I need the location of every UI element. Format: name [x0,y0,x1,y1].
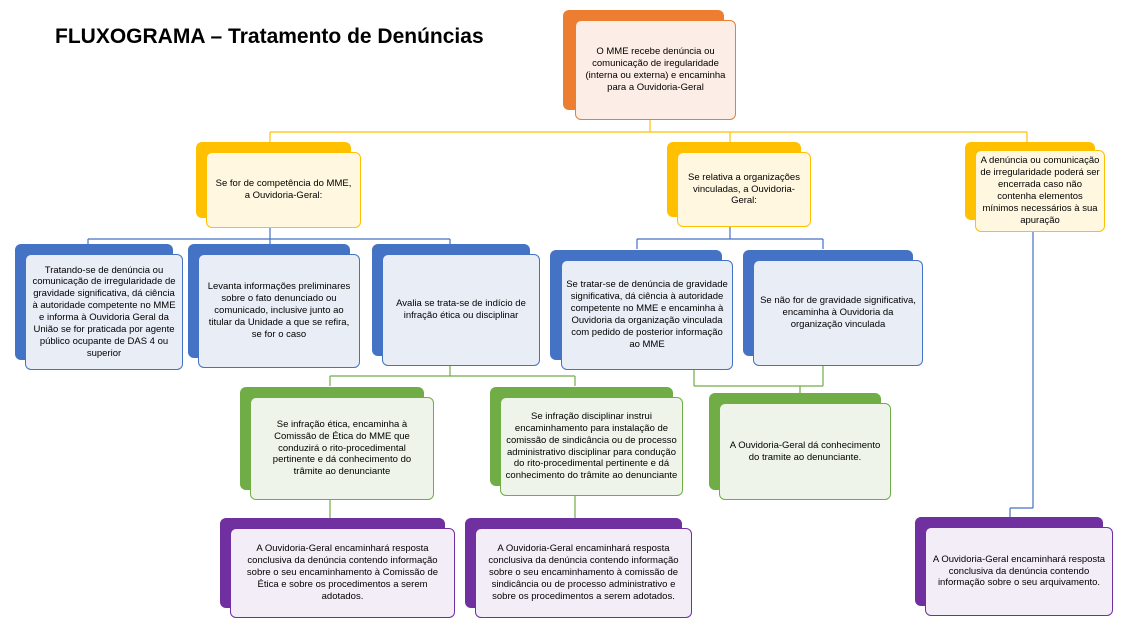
node-nao-gravidade-vinculada [743,250,923,366]
node-gravidade-vinculada-text: Se tratar-se de denúncia de gravidade significativa, dá ciência à autoridade competente no MME e encaminha à Ouvidoria da organização vinculada com pedido de posterior informação ao MME [566,279,728,350]
node-resposta-etica [220,518,455,618]
node-resposta-disciplinar-text: A Ouvidoria-Geral encaminhará resposta conclusiva da denúncia contendo informação sobre o seu encaminhamento à comissão de sindicância ou de processo administrativo e sobre os procedimentos a serem adotados. [488,543,679,602]
connector-vinculadas-to-conhecimento [694,366,823,393]
connector-vinculadas-to-actions [637,226,823,249]
node-infracao-etica [240,387,434,500]
node-organizacoes-vinculadas-text: Se relativa a organizações vinculadas, a Ouvidoria-Geral: [688,171,800,207]
node-conhecimento-denunciante-text: A Ouvidoria-Geral dá conhecimento do tramite ao denunciante. [729,439,881,463]
node-arquivamento-condicao [965,142,1105,232]
node-gravidade-mme [15,244,183,370]
node-gravidade-vinculada [550,250,733,370]
node-infracao-etica-text: Se infração ética, encaminha à Comissão de Ética do MME que conduzirá o rito-procedimental pertinente e dá conhecimento do trâmite ao denunciante [272,418,412,478]
node-conhecimento-denunciante [709,393,891,500]
node-informacoes-preliminares-text: Levanta informações preliminares sobre o fato denunciado ou comunicado, inclusive junto ao titular da Unidade a que se refira, se for o caso [207,281,351,340]
page-title: FLUXOGRAMA – Tratamento de Denúncias [55,25,484,48]
node-organizacoes-vinculadas [667,142,811,227]
node-root-text: O MME recebe denúncia ou comunicação de iregularidade (interna ou externa) e encaminha para a Ouvidoria-Geral [585,46,726,93]
node-root [563,10,736,120]
node-competencia-mme [196,142,361,228]
node-resposta-arquivamento [915,517,1113,616]
node-resposta-arquivamento-text: A Ouvidoria-Geral encaminhará resposta conclusiva da denúncia contendo informação sobre o seu arquivamento. [932,553,1106,589]
node-arquivamento-condicao-text: A denúncia ou comunicação de irregularidade poderá ser encerrada caso não contenha elementos mínimos necessários à sua apuração [980,155,1100,226]
node-infracao-disciplinar [490,387,683,496]
node-informacoes-preliminares [188,244,360,368]
connector-root-to-level1 [270,119,1027,145]
node-resposta-etica-text: A Ouvidoria-Geral encaminhará resposta conclusiva da denúncia contendo informação sobre o seu encaminhamento à Comissão de Ética e sobre os procedimentos a serem adotados. [246,543,439,602]
node-avalia-infracao [372,244,540,366]
node-gravidade-mme-text: Tratando-se de denúncia ou comunicação de irregularidade de gravidade significativa, dá ciência à autoridade competente no MME e informa à Ouvidoria Geral da União se for praticada por agente público ocupante de DAS 4 ou superior [32,264,176,359]
node-avalia-infracao-text: Avalia se trata-se de indício de infração ética ou disciplinar [396,298,526,321]
connector-avalia-to-infracoes [330,365,575,386]
node-competencia-mme-text: Se for de competência do MME, a Ouvidoria-Geral: [215,178,352,201]
node-nao-gravidade-vinculada-text: Se não for de gravidade significativa, encaminha à Ouvidoria da organização vinculada [760,295,916,330]
node-resposta-disciplinar [465,518,692,618]
node-infracao-disciplinar-text: Se infração disciplinar instrui encaminhamento para instalação de comissão de sindicância ou de processo administrativo disciplinar para condução do rito-procedimental pertinente e dá conhecimento do trâmite ao denunciante [505,410,678,482]
connector-arquivamento-to-resposta [1010,231,1033,517]
